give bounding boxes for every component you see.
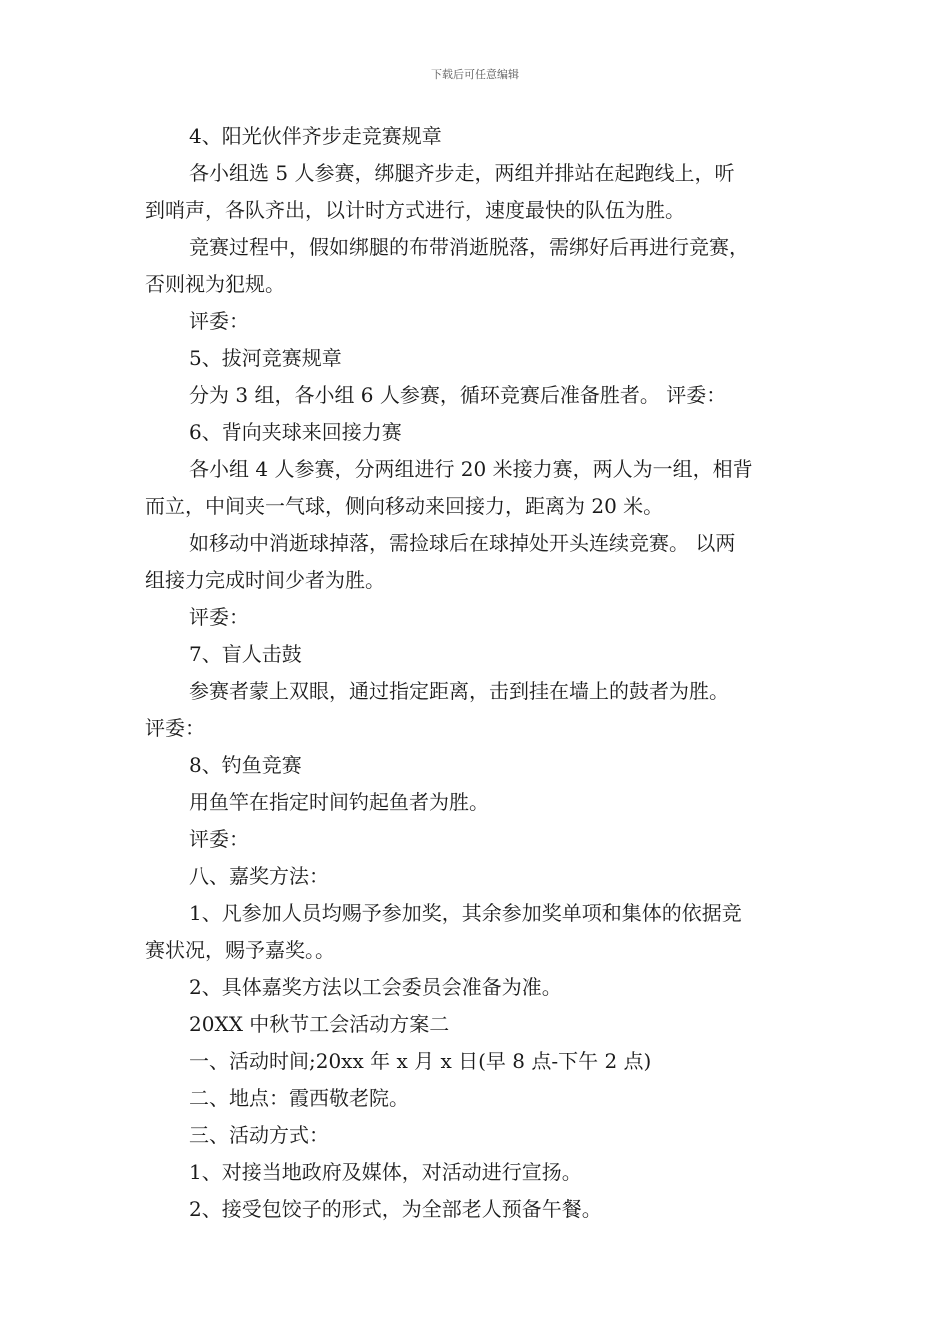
text-line: 7、盲人击鼓	[189, 642, 302, 666]
text-line: 4、阳光伙伴齐步走竞赛规章	[189, 124, 442, 148]
text-line: 20XX 中秋节工会活动方案二	[189, 1012, 450, 1036]
text-line: 三、活动方式：	[189, 1123, 329, 1147]
text-line: 用鱼竿在指定时间钓起鱼者为胜。	[189, 790, 489, 814]
text-line: 一、活动时间;20xx 年 x 月 x 日(早 8 点-下午 2 点)	[189, 1049, 652, 1073]
text-line: 八、嘉奖方法：	[189, 864, 329, 888]
text-line: 而立，中间夹一气球，侧向移动来回接力，距离为 20 米。	[145, 494, 664, 518]
text-line: 参赛者蒙上双眼，通过指定距离，击到挂在墙上的鼓者为胜。	[189, 679, 729, 703]
text-line: 各小组 4 人参赛，分两组进行 20 米接力赛，两人为一组，相背	[189, 457, 753, 481]
document-body	[145, 118, 810, 1228]
text-line: 2、具体嘉奖方法以工会委员会准备为准。	[189, 975, 562, 999]
text-line: 评委：	[189, 605, 249, 629]
text-line: 二、地点：霞西敬老院。	[189, 1086, 409, 1110]
text-line: 2、接受包饺子的形式，为全部老人预备午餐。	[189, 1197, 602, 1221]
text-line: 1、对接当地政府及媒体，对活动进行宣扬。	[189, 1160, 582, 1184]
text-line: 1、凡参加人员均赐予参加奖，其余参加奖单项和集体的依据竞	[189, 901, 742, 925]
text-line: 赛状况，赐予嘉奖。。	[145, 938, 335, 962]
text-line: 分为 3 组，各小组 6 人参赛，循环竞赛后准备胜者。 评委：	[189, 383, 727, 407]
page-header: 下载后可任意编辑	[431, 68, 519, 81]
text-line: 评委：	[145, 716, 205, 740]
text-line: 8、钓鱼竞赛	[189, 753, 302, 777]
text-line: 评委：	[189, 827, 249, 851]
text-line: 竞赛过程中，假如绑腿的布带消逝脱落，需绑好后再进行竞赛，	[189, 235, 749, 259]
text-line: 如移动中消逝球掉落，需捡球后在球掉处开头连续竞赛。 以两	[189, 531, 736, 555]
text-line: 组接力完成时间少者为胜。	[145, 568, 385, 592]
text-line: 各小组选 5 人参赛，绑腿齐步走，两组并排站在起跑线上，听	[189, 161, 735, 185]
text-line: 6、背向夹球来回接力赛	[189, 420, 402, 444]
text-line: 评委：	[189, 309, 249, 333]
text-line: 到哨声，各队齐出，以计时方式进行，速度最快的队伍为胜。	[145, 198, 685, 222]
text-line: 否则视为犯规。	[145, 272, 285, 296]
text-line: 5、拔河竞赛规章	[189, 346, 342, 370]
